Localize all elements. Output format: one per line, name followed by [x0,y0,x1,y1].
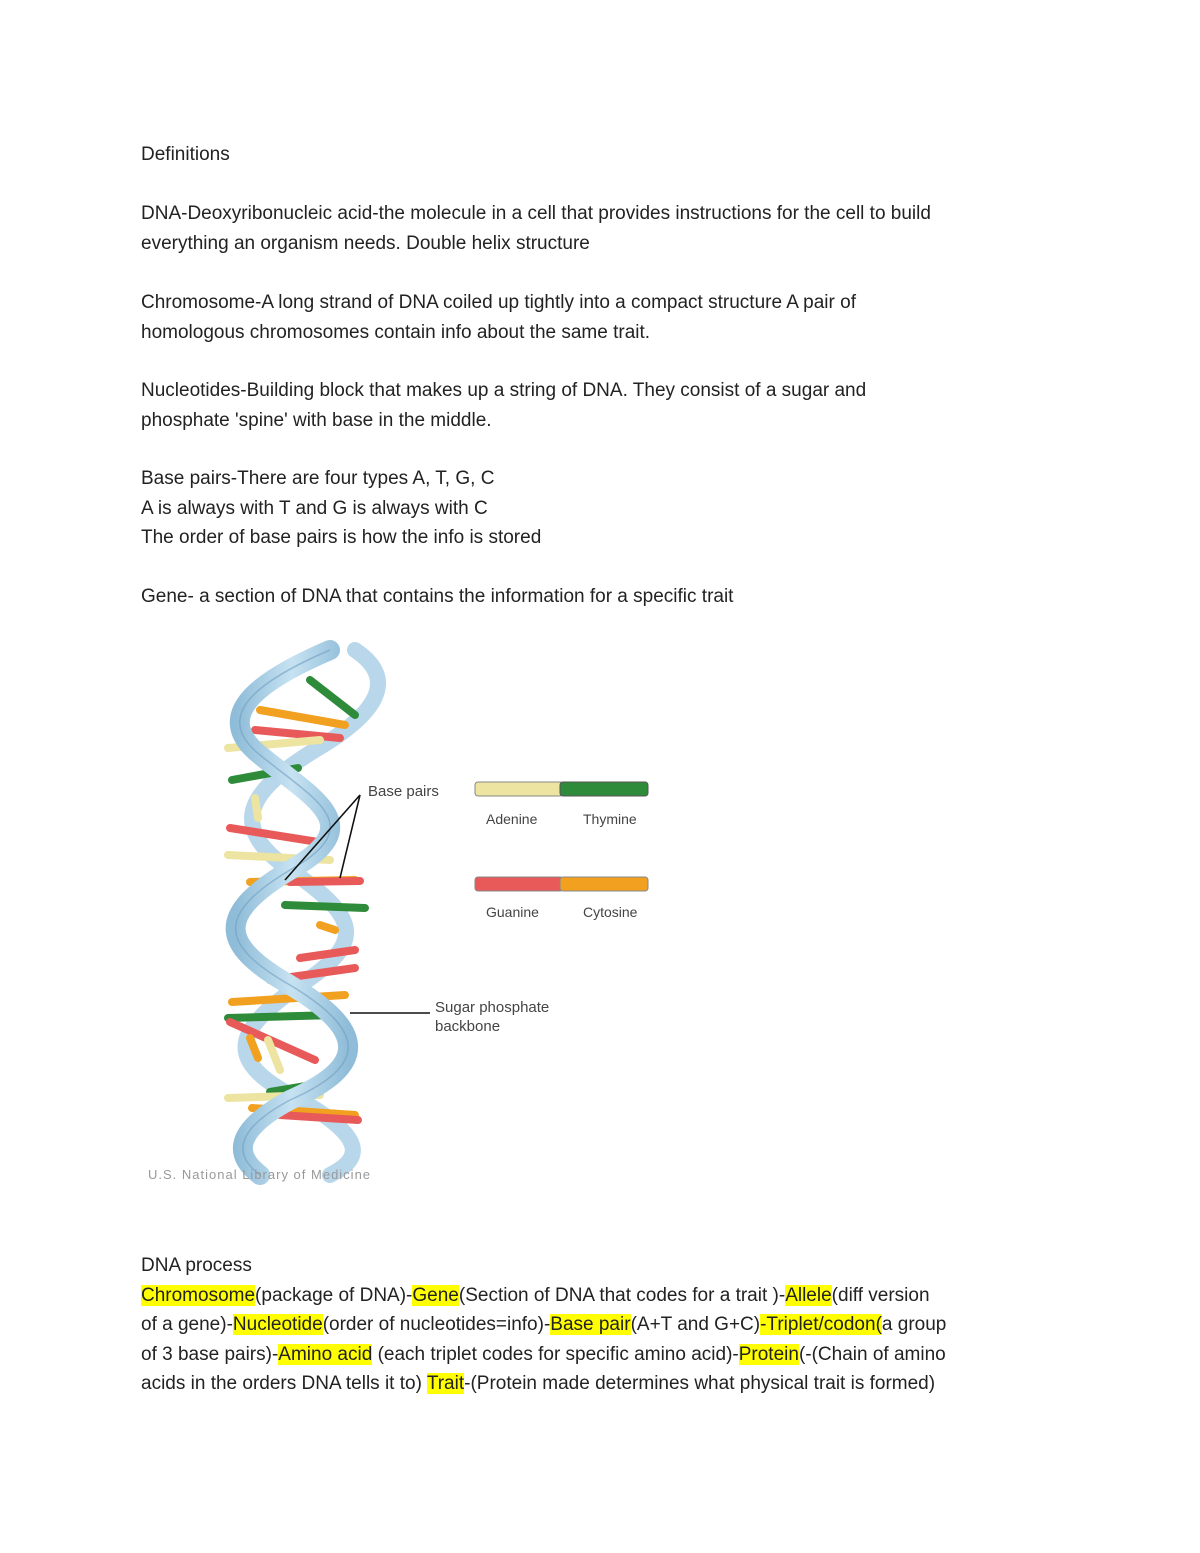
highlighted-term: Protein [738,1343,799,1365]
rung [260,710,345,725]
label-thymine: Thymine [583,811,637,827]
text-run: (Section of DNA that codes for a trait )- [458,1284,786,1306]
rung [280,1115,358,1120]
text-run: (-(Chain of amino [798,1343,946,1365]
dna-figure [140,640,680,1200]
text-run: (package of DNA)- [255,1284,413,1306]
text-run: (diff version [831,1284,930,1306]
process-line-4 [141,1369,1071,1399]
definition-chromosome: Chromosome-A long strand of DNA coiled up tightly into a compact structure A pair of homologous chromosomes contain info about the same trait. [141,292,856,343]
label-backbone-line2: backbone [435,1018,501,1035]
process-line-3 [141,1340,1071,1370]
rung [255,798,258,818]
text-run: of 3 base pairs)- [141,1343,279,1365]
text-run: (each triplet codes for specific amino acid)- [372,1343,739,1365]
highlighted-term: -Triplet/codon( [760,1314,882,1335]
legend-adenine-thymine [475,782,648,827]
figure-credit: U.S. National Library of Medicine [148,1167,372,1182]
rung [300,950,355,958]
process-heading: DNA process [141,1255,252,1276]
legend-guanine-cytosine [475,877,648,920]
text-run: acids in the orders DNA tells it to) [141,1373,427,1394]
text-run: -(Protein made determines what physical trait is formed) [464,1373,936,1394]
highlighted-term: Trait [426,1373,465,1394]
definition-nucleotides: Nucleotides-Building block that makes up a string of DNA. They consist of a sugar and phosphate 'spine' with base in the middle. [141,380,867,431]
text-run: of a gene)- [141,1314,233,1335]
rung [320,925,335,930]
rung [285,905,365,908]
text-run: a group [881,1314,947,1335]
process-line-2 [141,1310,1071,1340]
highlighted-term: Base pair [550,1314,631,1335]
label-guanine: Guanine [486,904,539,920]
highlighted-term: Amino acid [278,1343,373,1365]
text-run: (A+T and G+C) [630,1314,761,1335]
rung [255,730,340,738]
label-cytosine: Cytosine [583,904,638,920]
highlighted-term: Chromosome [141,1284,256,1306]
label-backbone-line1: Sugar phosphate [435,999,550,1016]
definition-gene: Gene- a section of DNA that contains the information for a specific trait [141,586,734,607]
heading-definitions: Definitions [141,144,230,165]
highlighted-term: Gene [412,1284,459,1306]
rung [310,680,355,715]
process-line-1 [141,1281,1071,1311]
highlighted-term: Allele [785,1284,832,1306]
highlighted-term: Nucleotide [232,1314,323,1335]
label-adenine: Adenine [486,811,538,827]
rung [230,828,318,842]
text-run: (order of nucleotides=info)- [322,1314,551,1335]
definition-base-pairs: Base pairs-There are four types A, T, G, C A is always with T and G is always with C The order of base pairs is how the info is stored [141,468,542,548]
definition-dna: DNA-Deoxyribonucleic acid-the molecule in a cell that provides instructions for the cell to build everything an organism needs. Double helix structure [141,203,931,254]
rung [290,881,360,882]
process-section [141,1251,1071,1399]
label-base-pairs: Base pairs [368,783,439,800]
